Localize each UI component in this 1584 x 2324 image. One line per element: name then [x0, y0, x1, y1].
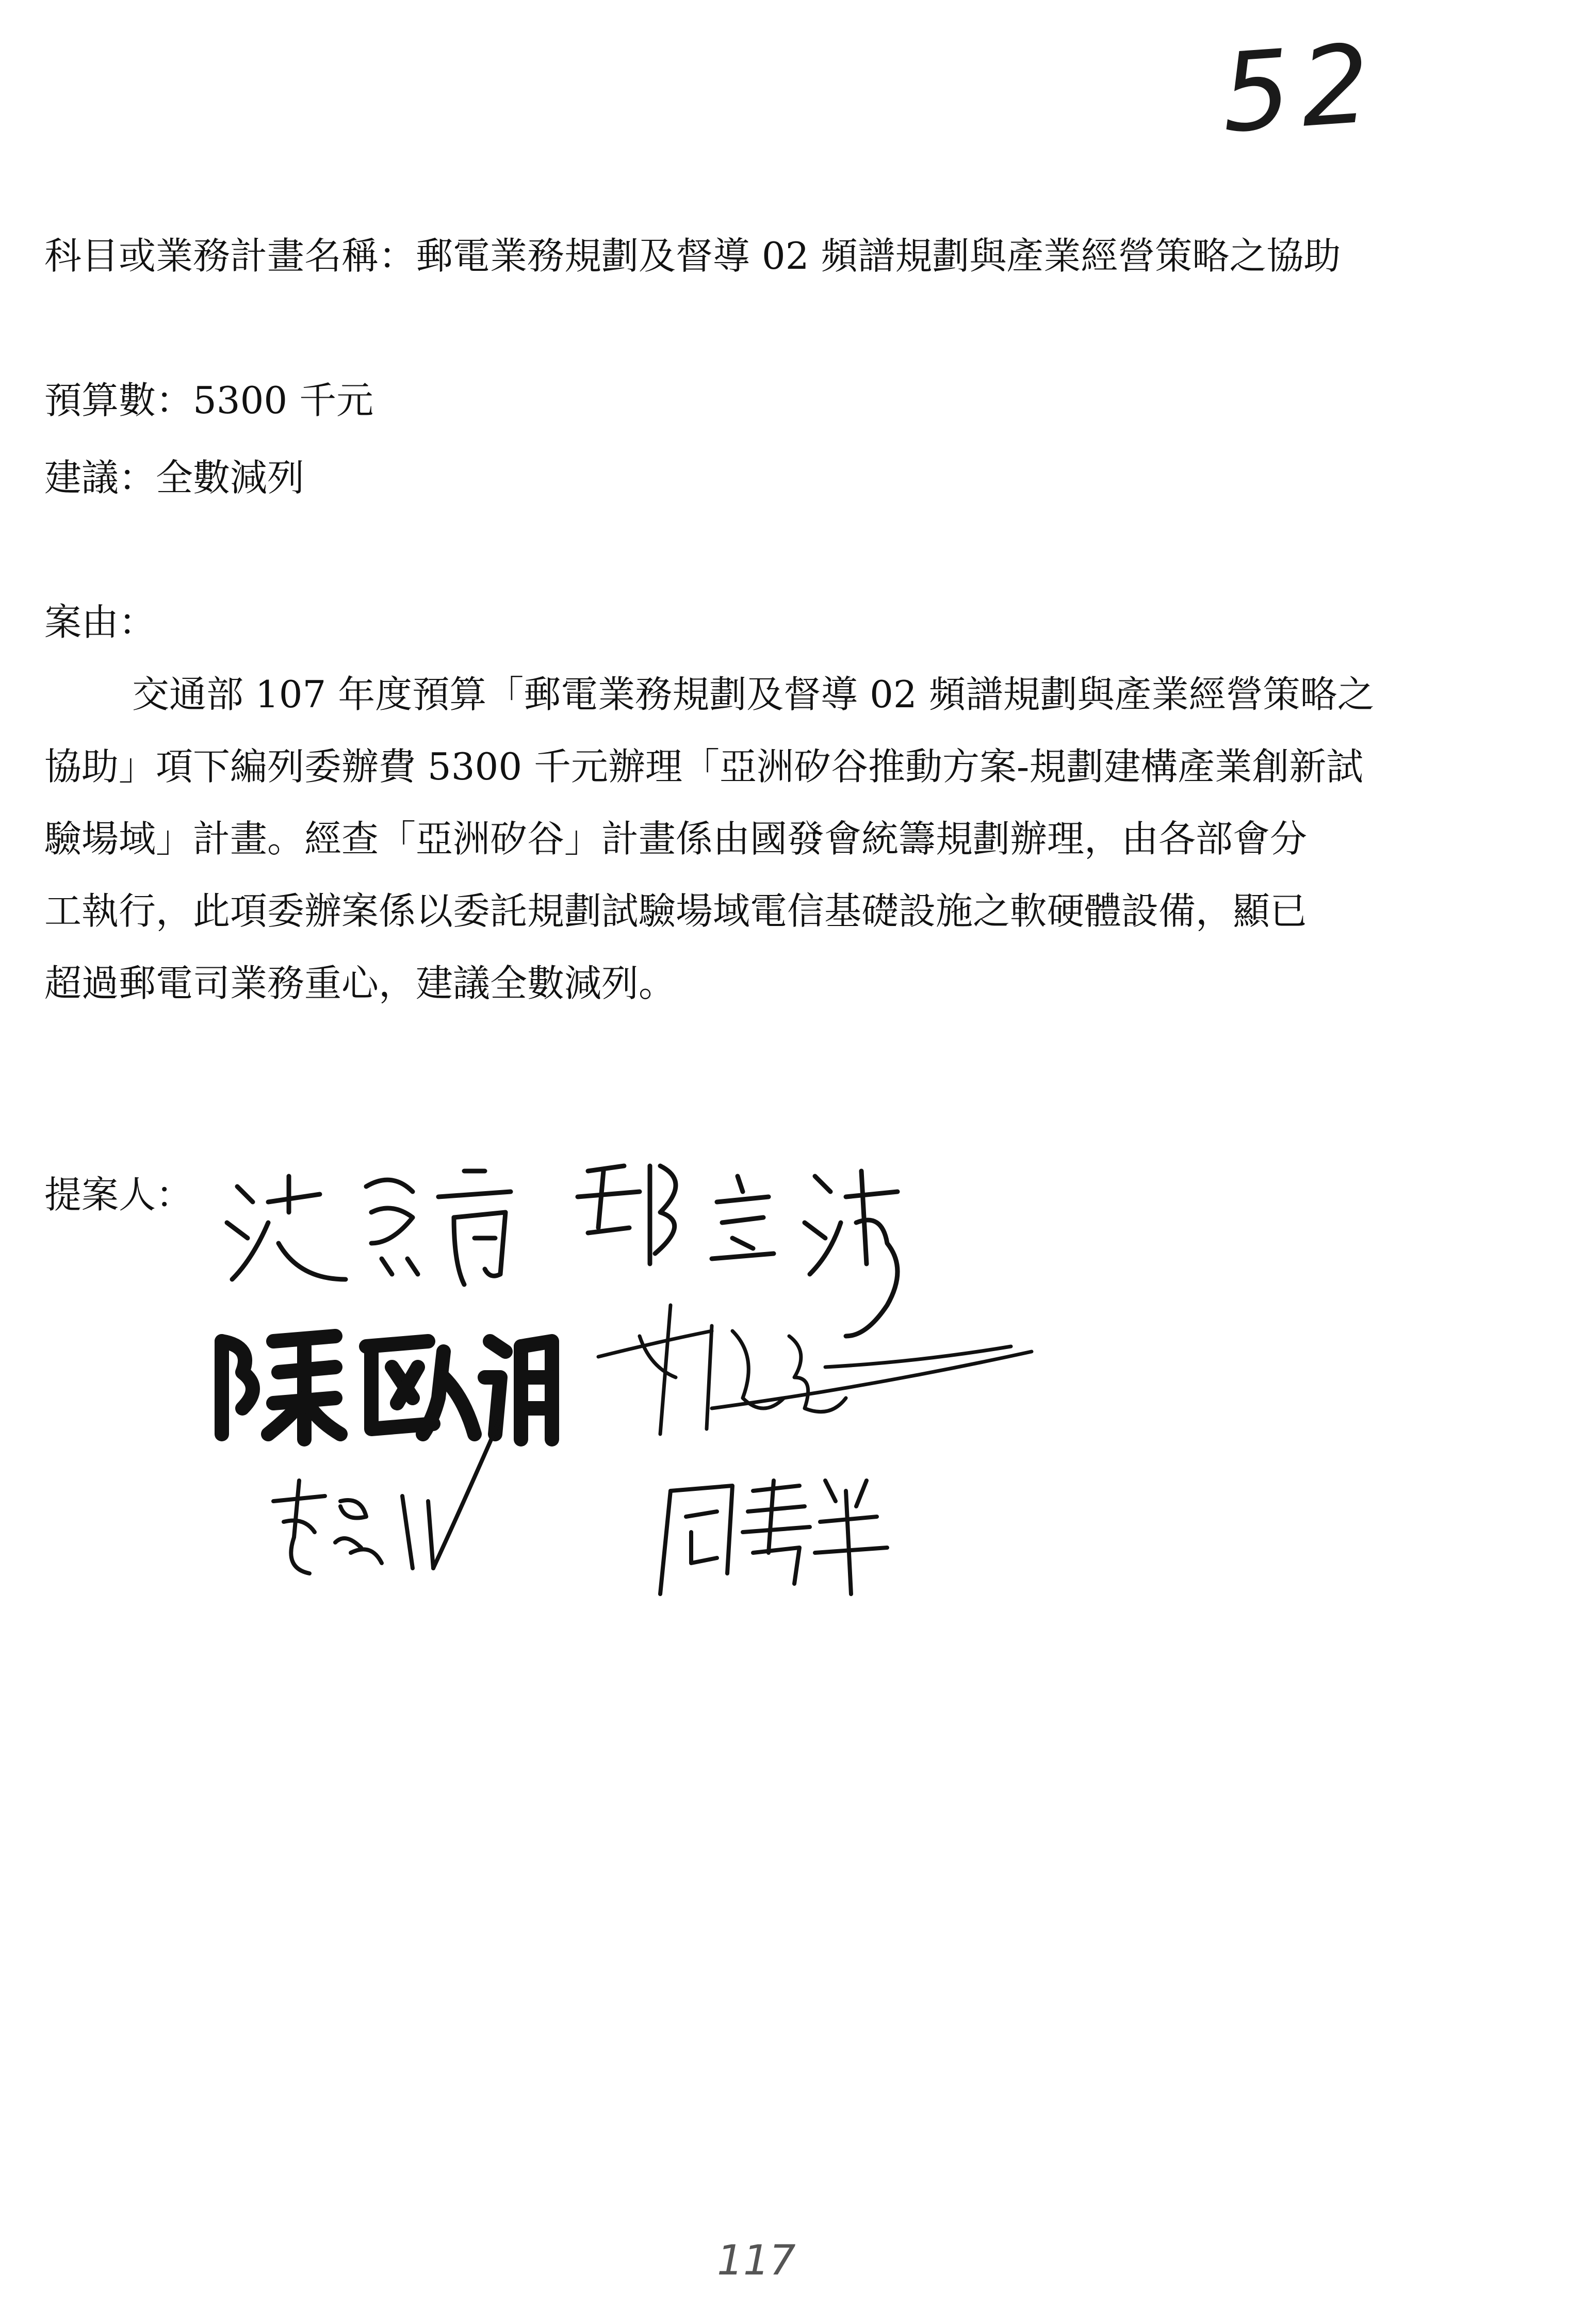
reason-line: 交通部 107 年度預算「郵電業務規劃及督導 02 頻譜規劃與產業經營策略之 [132, 673, 1375, 716]
reason-title: 案由： [44, 600, 156, 644]
signature-2 [578, 1166, 897, 1336]
signature-1 [227, 1171, 511, 1285]
handwritten-page-number: 52 [1217, 20, 1384, 157]
signature-4 [598, 1305, 1032, 1434]
proposer-label: 提案人： [44, 1173, 193, 1216]
subject-line: 科目或業務計畫名稱：郵電業務規劃及督導 02 頻譜規劃與產業經營策略之協助 [44, 234, 1341, 278]
signatures-area [196, 1109, 1228, 1677]
reason-line: 超過郵電司業務重心，建議全數減列。 [44, 962, 676, 1005]
reason-line: 驗場域」計畫。經查「亞洲矽谷」計畫係由國發會統籌規劃辦理，由各部會分 [44, 817, 1308, 860]
reason-line: 協助」項下編列委辦費 5300 千元辦理「亞洲矽谷推動方案-規劃建構產業創新試 [44, 745, 1364, 788]
advice-line: 建議：全數減列 [44, 456, 305, 499]
footer-page-number: 117 [717, 2236, 796, 2284]
signatures-drawing [196, 1109, 1228, 1677]
budget-line: 預算數：5300 千元 [44, 379, 374, 422]
signature-3 [222, 1336, 552, 1439]
reason-line: 工執行，此項委辦案係以委託規劃試驗場域電信基礎設施之軟硬體設備，顯已 [44, 889, 1308, 933]
signature-6 [660, 1481, 887, 1594]
